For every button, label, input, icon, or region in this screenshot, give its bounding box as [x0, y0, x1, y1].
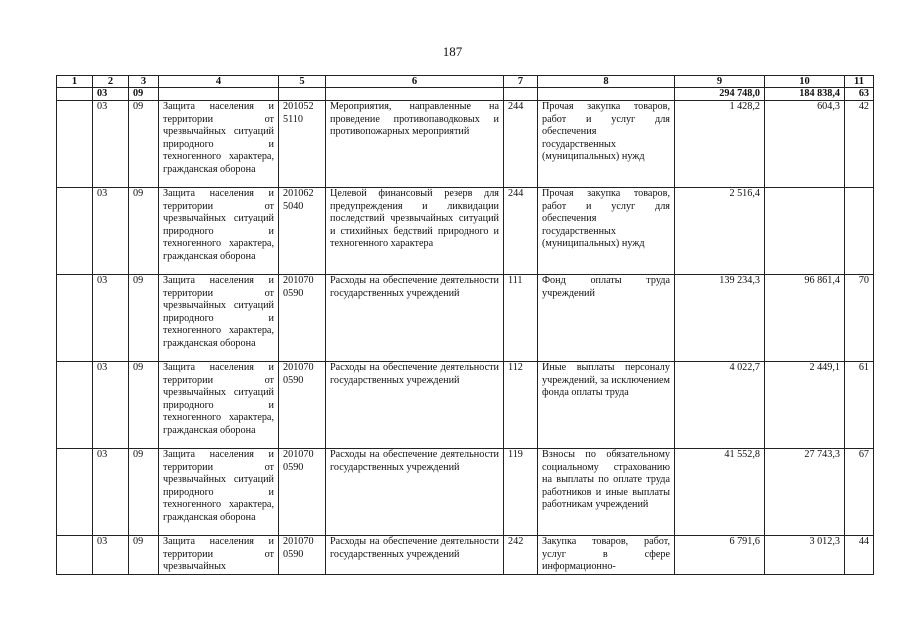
cell-subsection: 09 [129, 275, 159, 362]
cell-planned: 294 748,0 [675, 88, 765, 101]
cell-col1 [57, 88, 93, 101]
cell-executed [765, 188, 845, 275]
summary-row [57, 88, 874, 101]
cell-percent: 67 [845, 449, 874, 536]
cell-section: 03 [93, 449, 129, 536]
cell-target-code: 201070 0590 [279, 536, 326, 575]
cell-target-code: 201070 0590 [279, 275, 326, 362]
cell-col1 [57, 362, 93, 449]
cell-subsection: 09 [129, 88, 159, 101]
cell-target-code: 201070 0590 [279, 449, 326, 536]
cell-percent: 70 [845, 275, 874, 362]
page-number: 187 [442, 44, 463, 59]
cell-expense-name: Прочая закупка товаров, работ и услуг для обеспечения государственных (муниципальных) нужд [538, 101, 675, 188]
column-header: 5 [279, 76, 326, 88]
cell-target-code: 201070 0590 [279, 362, 326, 449]
cell-expense-name: Закупка товаров, работ, услуг в сфере информационно- [538, 536, 675, 575]
cell-subsection: 09 [129, 536, 159, 575]
cell-section-name: Защита населения и территории от чрезвычайных ситуаций природного и техногенного характера, гражданская оборона [159, 101, 279, 188]
cell-empty [504, 88, 538, 101]
cell-empty [326, 88, 504, 101]
column-header: 1 [57, 76, 93, 88]
column-header: 2 [93, 76, 129, 88]
table-row [57, 101, 874, 188]
cell-section-name: Защита населения и территории от чрезвычайных ситуаций природного и техногенного характера, гражданская оборона [159, 362, 279, 449]
cell-subsection: 09 [129, 362, 159, 449]
header-row [57, 76, 874, 88]
cell-executed: 184 838,4 [765, 88, 845, 101]
column-header: 10 [765, 76, 845, 88]
cell-empty [159, 88, 279, 101]
table-row [57, 188, 874, 275]
column-header: 6 [326, 76, 504, 88]
cell-planned: 1 428,2 [675, 101, 765, 188]
cell-target-code: 201062 5040 [279, 188, 326, 275]
cell-col1 [57, 536, 93, 575]
cell-expense-name: Фонд оплаты труда учреждений [538, 275, 675, 362]
cell-expense-name: Иные выплаты персоналу учреждений, за исключением фонда оплаты труда [538, 362, 675, 449]
cell-section: 03 [93, 188, 129, 275]
cell-col1 [57, 275, 93, 362]
cell-executed: 604,3 [765, 101, 845, 188]
cell-executed: 27 743,3 [765, 449, 845, 536]
cell-section: 03 [93, 536, 129, 575]
table-row [57, 362, 874, 449]
cell-section: 03 [93, 88, 129, 101]
cell-section-name: Защита населения и территории от чрезвычайных ситуаций природного и техногенного характера, гражданская оборона [159, 188, 279, 275]
cell-expense-code: 119 [504, 449, 538, 536]
cell-empty [279, 88, 326, 101]
cell-target-name: Расходы на обеспечение деятельности государственных учреждений [326, 275, 504, 362]
cell-expense-code: 111 [504, 275, 538, 362]
cell-col1 [57, 188, 93, 275]
cell-empty [538, 88, 675, 101]
cell-expense-code: 112 [504, 362, 538, 449]
cell-subsection: 09 [129, 188, 159, 275]
cell-target-name: Расходы на обеспечение деятельности государственных учреждений [326, 362, 504, 449]
cell-executed: 2 449,1 [765, 362, 845, 449]
cell-expense-code: 244 [504, 101, 538, 188]
cell-target-name: Расходы на обеспечение деятельности государственных учреждений [326, 449, 504, 536]
cell-percent: 63 [845, 88, 874, 101]
cell-executed: 3 012,3 [765, 536, 845, 575]
budget-table [56, 75, 874, 575]
cell-section: 03 [93, 275, 129, 362]
cell-planned: 6 791,6 [675, 536, 765, 575]
column-header: 11 [845, 76, 874, 88]
cell-section-name: Защита населения и территории от чрезвычайных [159, 536, 279, 575]
cell-percent: 61 [845, 362, 874, 449]
cell-executed: 96 861,4 [765, 275, 845, 362]
cell-percent: 44 [845, 536, 874, 575]
table-row [57, 275, 874, 362]
cell-target-name: Мероприятия, направленные на проведение противопаводковых и противопожарных мероприятий [326, 101, 504, 188]
cell-expense-name: Взносы по обязательному социальному страхованию на выплаты по оплате труда работников и иные выплаты работникам учреждений [538, 449, 675, 536]
cell-planned: 139 234,3 [675, 275, 765, 362]
cell-expense-name: Прочая закупка товаров, работ и услуг для обеспечения государственных (муниципальных) нужд [538, 188, 675, 275]
cell-expense-code: 242 [504, 536, 538, 575]
cell-section: 03 [93, 362, 129, 449]
cell-planned: 4 022,7 [675, 362, 765, 449]
table-row [57, 449, 874, 536]
column-header: 4 [159, 76, 279, 88]
table-row [57, 536, 874, 575]
cell-section-name: Защита населения и территории от чрезвычайных ситуаций природного и техногенного характера, гражданская оборона [159, 449, 279, 536]
cell-percent [845, 188, 874, 275]
column-header: 7 [504, 76, 538, 88]
cell-section-name: Защита населения и территории от чрезвычайных ситуаций природного и техногенного характера, гражданская оборона [159, 275, 279, 362]
cell-subsection: 09 [129, 101, 159, 188]
cell-target-name: Целевой финансовый резерв для предупреждения и ликвидации последствий чрезвычайных ситуаций и стихийных бедствий природного и техногенного характера [326, 188, 504, 275]
column-header: 3 [129, 76, 159, 88]
cell-section: 03 [93, 101, 129, 188]
cell-subsection: 09 [129, 449, 159, 536]
column-header: 8 [538, 76, 675, 88]
column-header: 9 [675, 76, 765, 88]
cell-planned: 2 516,4 [675, 188, 765, 275]
cell-percent: 42 [845, 101, 874, 188]
cell-col1 [57, 101, 93, 188]
cell-col1 [57, 449, 93, 536]
cell-target-name: Расходы на обеспечение деятельности государственных учреждений [326, 536, 504, 575]
cell-target-code: 201052 5110 [279, 101, 326, 188]
cell-expense-code: 244 [504, 188, 538, 275]
cell-planned: 41 552,8 [675, 449, 765, 536]
